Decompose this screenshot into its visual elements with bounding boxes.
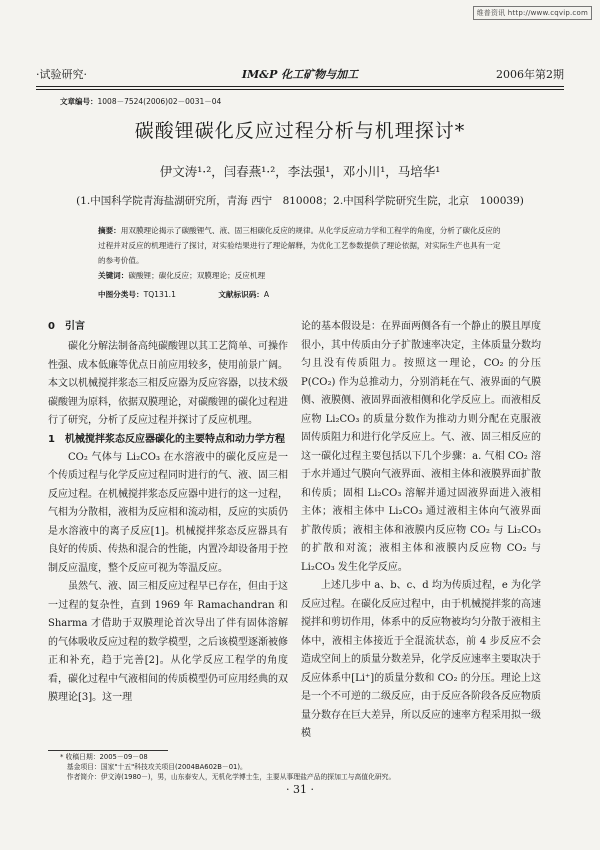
source-watermark: 维普资讯 http://www.cqvip.com xyxy=(473,6,592,20)
paragraph: CO₂ 气体与 Li₂CO₃ 在水溶液中的碳化反应是一个传质过程与化学反应过程同时进行的气、液、固三相反应过程。在机械搅拌浆态反应器中进行的这一过程，气相为分散相，液相为反应相和流动相，反应的实质仍是水溶液中的离子反应[1]。机械搅拌浆态反应器具有良好的传质、传热和混合的性能，内置冷却设备用于控制反应温度，整个反应可视为等温反应。 xyxy=(48,451,288,574)
paragraph: 虽然气、液、固三相反应过程早已存在，但由于这一过程的复杂性，直到 1969 年 Ramachandran 和 Sharma 才借助于双膜理论首次导出了伴有固体溶解的气体吸收反应过程的数学模型，之后该模型逐渐被修正和补充，趋于完善[2]。从化学反应工程学的角度看，碳化过程中气液相间的传质模型仍可应用经典的双膜理论[3]。这一理 xyxy=(48,581,288,703)
body-column-left xyxy=(48,318,288,708)
affiliation: (1.中国科学院青海盐湖研究所，青海 西宁 810008；2.中国科学院研究生院，北京 100039) xyxy=(76,195,524,207)
keywords-text: 碳酸锂；碳化反应；双膜理论；反应机理 xyxy=(128,271,266,280)
abstract-text: 用双膜理论揭示了碳酸锂气、液、固三相碳化反应的规律。从化学反应动力学和工程学的角度，分析了碳化反应的过程并对反应的机理进行了探讨，对实验结果进行了理论解释，为优化工艺参数提供了理论依据，对实际生产也具有一定的参考价值。 xyxy=(98,226,501,265)
running-header xyxy=(36,60,564,86)
footnote-received: * 收稿日期：2005－09－08 xyxy=(60,753,148,761)
doc-code-value: A xyxy=(263,290,270,299)
doc-code-label: 文献标识码： xyxy=(218,290,264,299)
footnote-author-bio: 作者简介：伊文涛(1980－)，男，山东泰安人，无机化学博士生，主要从事理盐产品的探加工与高值化研究。 xyxy=(60,773,396,781)
clc-label: 中图分类号： xyxy=(98,290,144,299)
paper-title: 碳酸锂碳化反应过程分析与机理探讨* xyxy=(134,120,466,142)
footnote-funding: 基金项目：国家"十五"科技攻关项目(2004BA602B－01)。 xyxy=(60,763,247,771)
paragraph: 上述几步中 a、b、c、d 均为传质过程，e 为化学反应过程。在碳化反应过程中，由于机械搅拌浆的高速搅拌和剪切作用，体系中的反应物被均匀分散于液相主体中，液相主体接近于全混流状态，前 4 步反应不会造成空间上的质量分数差异，化学反应速率主要取决于反应体系中[Li⁺]的质量分数和 CO₂ 的分压。理论上这是一个不可逆的二级反应，由于反应各阶段各反应物质量分数存在巨大差异，所以反应的速率方程采用拟一级模 xyxy=(301,580,541,739)
clc-value: TQ131.1 xyxy=(143,290,176,299)
section-label: ·试验研究· xyxy=(36,68,87,81)
article-number-value: 1008－7524(2006)02－0031－04 xyxy=(97,97,222,106)
paragraph: 论的基本假设是：在界面两侧各有一个静止的膜且厚度很小，其中传质由分子扩散速率决定，主体质量分数均匀且没有传质阻力。按照这一理论，CO₂ 的分压 P(CO₂) 作为总推动力，分别消耗在气、液界面的气膜侧、液膜侧、液固界面液相侧和化学反应上。而液相反应物 Li₂CO₃ 的质量分数作为推动力则分配在克服液固传质阻力和进行化学反应上。气、液、固三相反应的这一碳化过程主要包括以下几个步骤：a. 气相 CO₂ 溶于水并通过气膜向气液界面、液相主体和液膜界面扩散和传质；固相 Li₂CO₃ 溶解并通过固液界面进入液相主体；液相主体中 Li₂CO₃ 通过液相主体向气液界面扩散传质；液相主体和液膜内反应物 CO₂ 与 Li₂CO₃ 的扩散和对流；液相主体和液膜内反应物 CO₂ 与 Li₂CO₃ 发生化学反应。 xyxy=(301,321,541,573)
keywords-label: 关键词： xyxy=(98,271,129,280)
article-number-label: 文章编号： xyxy=(60,97,98,106)
page-number: · 31 · xyxy=(286,783,314,796)
footnote xyxy=(60,752,540,782)
clc-number xyxy=(98,290,196,299)
document-code xyxy=(218,290,289,299)
header-rule-thin xyxy=(36,89,564,90)
header-rule xyxy=(36,86,564,87)
body-column-right xyxy=(301,318,541,744)
classification xyxy=(98,289,309,300)
issue-label: 2006年第2期 xyxy=(496,68,564,81)
keywords xyxy=(98,270,508,281)
abstract xyxy=(98,223,508,268)
footnote-rule xyxy=(48,750,168,751)
section-heading-intro: 0 引言 xyxy=(48,321,85,332)
abstract-label: 摘要： xyxy=(98,226,121,235)
paragraph: 碳化分解法制备高纯碳酸锂以其工艺简单、可操作性强、成本低廉等优点日前应用较多，使用前景广阔。本文以机械搅拌浆态三相反应器为反应容器，以技术级碳酸锂为原料，依据双膜理论，对碳酸锂的碳化过程进行了研究，分析了反应过程并探讨了反应机理。 xyxy=(48,341,288,426)
author-list: 伊文涛¹·²，闫春燕¹·²，李法强¹，邓小川¹，马培华¹ xyxy=(159,164,441,179)
journal-name: IM&P 化工矿物与加工 xyxy=(241,68,359,81)
section-heading-1: 1 机械搅拌浆态反应器碳化的主要特点和动力学方程 xyxy=(48,433,285,445)
article-number xyxy=(60,96,221,107)
